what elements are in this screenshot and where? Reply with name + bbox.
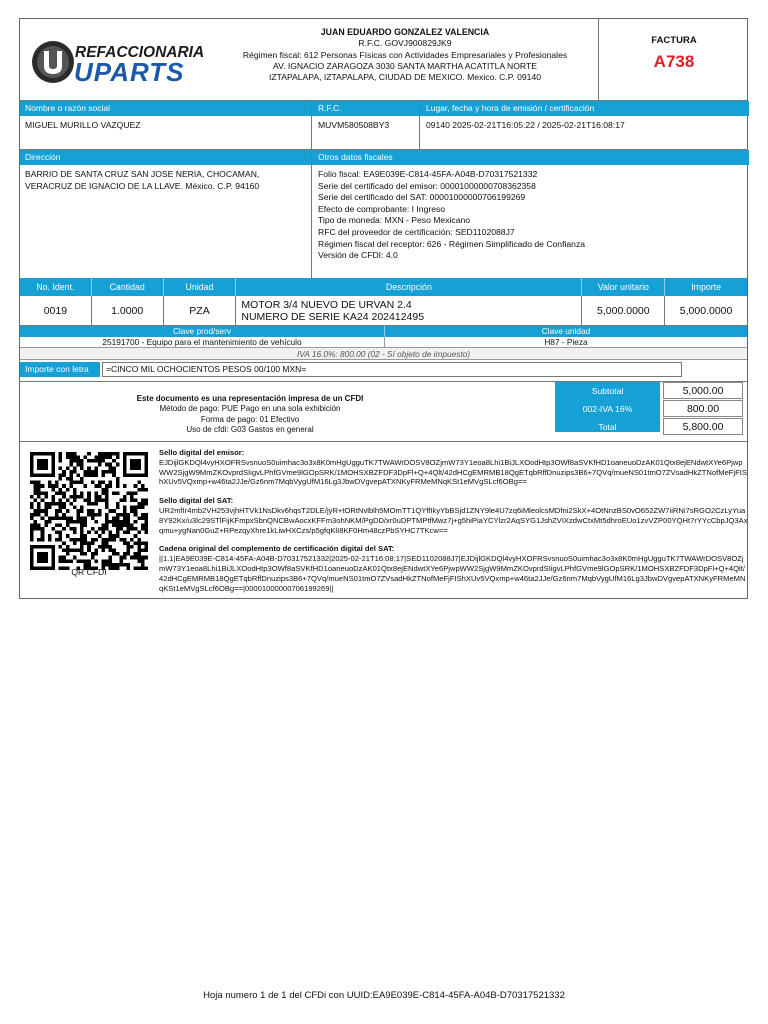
- payment-method: Método de pago: PUE Pago en una sola exhibición: [159, 404, 341, 414]
- receiver-name: MIGUEL MURILLO VAZQUEZ: [25, 120, 141, 130]
- svg-text:UPARTS: UPARTS: [74, 57, 185, 87]
- table-row: [20, 296, 747, 326]
- invoice-folio: A738: [653, 52, 695, 71]
- item-description-line1: MOTOR 3/4 NUEVO DE URVAN 2.4: [241, 298, 412, 311]
- product-key-values: [20, 337, 747, 348]
- qr-label: QR CFDI: [71, 567, 107, 577]
- iva-label: 002-IVA 16%: [582, 404, 633, 414]
- issuer-name: JUAN EDUARDO GONZALEZ VALENCIA: [320, 27, 490, 37]
- digital-seals: [159, 448, 749, 602]
- emisor-seal-title: Sello digital del emisor:: [159, 448, 245, 457]
- prod-key-value: 25191700 - Equipo para el mantenimiento de vehículo: [102, 337, 302, 347]
- totals-labels: [555, 382, 660, 432]
- receiver-values-row: [20, 116, 747, 150]
- issuer-rfc: R.F.C. GOVJ900829JK9: [358, 38, 452, 49]
- emisor-seal: EJDijlGKDQl4vyHXOFRSvsnuoS0uimhac3o3x8K0mHgUgguTK7TWAWrDOSV8OZjmW73Y1eoa8Lhi1BiJLXOodHtp3OWf8aSVKfHD1oaneuoDzAK01Qtx8ejENdwtXYe6PjwpWW2SjgW9MmZKOvprdSIigvLPhfGVme9lGOpSRK/1MOHSXBZFDF3DpFl+Q+4Qlt/42dHCgEMRMB18QgETqbRffDnuzips3B6+7QVq/mueNS01tmO7ZVsadHkZTNofMeFjFIShXUv5VQxmp+w46ta2JJe/Gz6nm7MqbVygUfM16Lg3JbwDVgvepATXNKyFRMeMNqKSt1eMVgSLcf6OBg==: [159, 457, 747, 487]
- uparts-logo-icon: [30, 37, 210, 87]
- product-key-header: [20, 326, 747, 337]
- invoice-header: [20, 19, 747, 101]
- svg-text:REFACCIONARIA: REFACCIONARIA: [75, 44, 205, 61]
- item-amount: 5,000.0000: [679, 304, 733, 317]
- tax-note: IVA 16.0%: 800.00 (02 - Sí objeto de impuesto): [20, 348, 747, 360]
- fiscal-line: Serie del certificado del SAT: 00001000000706199269: [318, 192, 526, 203]
- col-header-unit: Unidad: [164, 278, 237, 296]
- original-chain: ||1.1|EA9E039E-C814-45FA-A04B-D70317521332|2025-02-21T16:08:17|SED1102088J7|EJDijlGKDQl4vyHXOFRSvsnuoS0uimhac3o3x8K0mHgUgguTK7TWAWrDOSV8OZjmW73Y1eoa8Lhi1BiJLXOodHtp3OWf8aSVKfHD1oaneuoDzAK01Qtx8ejENdwtXYe6PjwpWW2SjgW9MmZKOvprdSIigvLPhfGVme9lGOpSRK/1MOHSXBZFDF3DpFl+Q+4Qlt/42dHCgEMRMB18QgETqbRffDnuzips3B6+7QVq/mueNS01tmO7ZVsadHkZTNofMeFjFIShXUv5VQxmp+w46ta2JJe/Gz6nm7MqbVygUfM16Lg3JbwDVgvepATXNKyFRMeMNqKSt1eMVgSLcf6OBg==|00001000000706199269||: [159, 554, 746, 593]
- issuer-address-line2: IZTAPALAPA, IZTAPALAPA, CIUDAD DE MEXICO. Mexico. C.P. 09140: [268, 72, 542, 83]
- fiscal-data-label: Otros datos fiscales: [311, 150, 749, 165]
- subtotal-value: 5,000.00: [663, 382, 743, 399]
- unit-key-value: H87 - Pieza: [384, 337, 747, 347]
- cfdi-use: Uso de cfdi: G03 Gastos en general: [186, 424, 314, 434]
- item-description: [236, 296, 582, 325]
- issue-date-label: Lugar, fecha y hora de emisión / certificación: [419, 101, 749, 116]
- fiscal-line: Folio fiscal: EA9E039E-C814-45FA-A04B-D70317521332: [318, 169, 538, 179]
- fiscal-line: Tipo de moneda: MXN - Peso Mexicano: [318, 215, 471, 226]
- iva-value: 800.00: [663, 400, 743, 417]
- brand-logo: [30, 37, 210, 87]
- invoice-sheet: [19, 18, 748, 599]
- issue-date: 09140 2025-02-21T16:05:22 / 2025-02-21T16:08:17: [419, 116, 749, 149]
- page-footer: Hoja numero 1 de 1 del CFDi con UUID:EA9E039E-C814-45FA-A04B-D70317521332: [203, 990, 565, 1001]
- invoice-type-label: FACTURA: [651, 35, 697, 46]
- issuer-regime: Régimen fiscal: 612 Personas Físicas con Actividades Empresariales y Profesionales: [242, 49, 568, 60]
- receiver-rfc: MUVM580508BY3: [311, 116, 419, 149]
- total-value: 5,800.00: [663, 418, 743, 435]
- subtotal-label: Subtotal: [591, 386, 624, 396]
- cfdi-note: Este documento es una representación impresa de un CFDI: [136, 394, 364, 403]
- col-header-ident: No. Ident.: [20, 278, 92, 296]
- digital-stamps-section: [20, 442, 747, 598]
- col-header-unit-price: Valor unitario: [582, 278, 665, 296]
- fiscal-data-list: [311, 165, 749, 278]
- address-label: Dirección: [20, 150, 311, 165]
- receiver-rfc-label: R.F.C.: [311, 101, 419, 116]
- receiver-header-bar: [20, 101, 747, 116]
- qr-code-icon: [30, 452, 148, 570]
- address-fiscal-row: [20, 165, 747, 278]
- prod-key-label: Clave prod/serv: [172, 326, 232, 336]
- fiscal-line: Efecto de comprobante: I Ingreso: [318, 203, 446, 214]
- payment-info: [80, 394, 420, 435]
- item-description-line2: NUMERO DE SERIE KA24 202412495: [241, 310, 425, 323]
- emisor-seal-block: [159, 448, 749, 487]
- payment-totals-section: [20, 382, 747, 442]
- item-unit-price: 5,000.0000: [582, 296, 665, 325]
- fiscal-line: RFC del proveedor de certificación: SED1102088J7: [318, 226, 515, 237]
- chain-title: Cadena original del complemento de certificación digital del SAT:: [159, 544, 395, 554]
- items-table-header: [20, 278, 747, 296]
- sat-seal-block: [159, 496, 749, 535]
- col-header-description: Descripción: [236, 278, 582, 296]
- payment-form: Forma de pago: 01 Efectivo: [200, 414, 300, 424]
- address-header-bar: [20, 150, 747, 165]
- amount-in-words-label: Importe con letra: [20, 362, 100, 377]
- total-label: Total: [598, 422, 617, 432]
- col-header-amount: Importe: [691, 282, 722, 292]
- item-ident: 0019: [20, 296, 92, 325]
- issuer-address-line1: AV. IGNACIO ZARAGOZA 3030 SANTA MARTHA ACATITLA NORTE: [273, 60, 537, 71]
- fiscal-line: Régimen fiscal del receptor: 626 - Régimen Simplificado de Confianza: [318, 238, 586, 249]
- item-unit: PZA: [164, 296, 237, 325]
- amount-in-words-value: =CINCO MIL OCHOCIENTOS PESOS 00/100 MXN=: [102, 362, 682, 377]
- unit-key-label: Clave unidad: [384, 326, 747, 337]
- receiver-address: BARRIO DE SANTA CRUZ SAN JOSE NERIA, CHOCAMAN, VERACRUZ DE IGNACIO DE LA LLAVE. México. C.P. 94160: [25, 169, 260, 191]
- receiver-name-label: Nombre o razón social: [20, 101, 311, 116]
- amount-in-words-row: [20, 360, 747, 382]
- sat-seal: UR2mfIr4mb2VH253vjhHTVk1NsDkv6hqsT2DLE/jyR+tORtNvlblh5MOmTT1QYffIkyYbBSjd1ZNY9le4U7zq6iMleolcsMDfni2SkX+4OtNnzBS0vO652ZW7iiRNi7sRGO2CzLyYua8Y92Kx/u3lc29STlFijKFmpxSbnQNCBwAocxKFFm3ohNKM/PgDD/xr0uDPTMPtfMwz7j+g5hiPiaYCYlzr2AqSYG1JshZVIXzdwCtxMt5dhroEUo1zvVZP00YQHt7rYYcCbpJQ3Axqmu+ygNan0GuZ+RPezqyXhre1kLiwHXCzs/p5gfqKlI8KF0Hm48czPbSYHC7TKcw==: [159, 505, 748, 535]
- invoice-folio-box: [598, 19, 749, 101]
- fiscal-line: Serie del certificado del emisor: 00001000000708362358: [318, 180, 536, 191]
- totals-values: [663, 382, 743, 436]
- chain-block: [159, 544, 749, 593]
- fiscal-line: Versión de CFDI: 4.0: [318, 250, 398, 261]
- item-qty: 1.0000: [92, 296, 164, 325]
- issuer-info: [210, 27, 600, 83]
- sat-seal-title: Sello digital del SAT:: [159, 496, 234, 506]
- col-header-qty: Cantidad: [92, 278, 164, 296]
